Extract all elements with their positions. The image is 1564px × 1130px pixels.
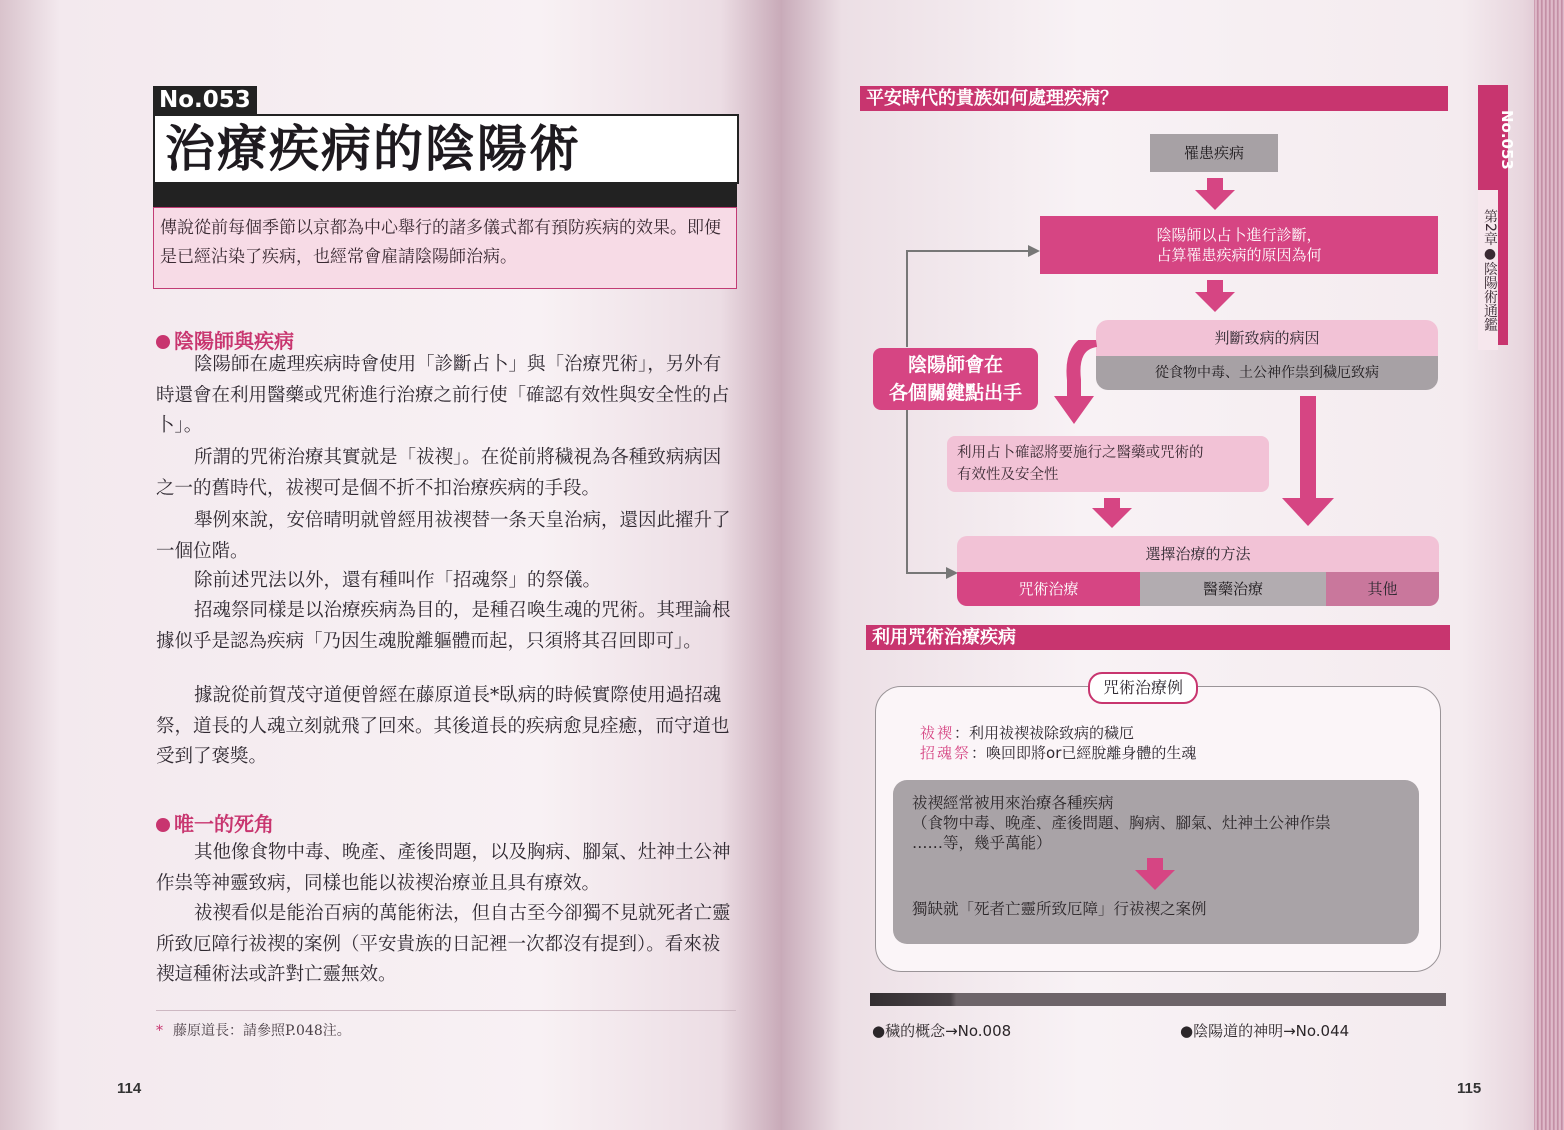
section-title-2: 利用咒術治療疾病 xyxy=(866,625,1450,650)
footnote: * 藤原道長：請參照P.048注。 xyxy=(156,1023,351,1039)
flow-options xyxy=(957,572,1439,606)
bullet-dot-icon xyxy=(156,335,170,349)
flow-diagnose-box: 陰陽師以占卜進行診斷， 占算罹患疾病的原因為何 xyxy=(1040,216,1438,274)
option-other: 其他 xyxy=(1326,572,1439,606)
paragraph: 陰陽師在處理疾病時會使用「診斷占卜」與「治療咒術」，另外有時還會在利用醫藥或咒術進行治療之前行使「確認有效性與安全性的占卜」。 xyxy=(156,354,730,436)
flow-confirm-box: 利用占卜確認將要施行之醫藥或咒術的 有效性及安全性 xyxy=(947,436,1269,492)
feedback-line xyxy=(906,250,908,347)
footnote-divider xyxy=(156,1010,736,1011)
inner-text: ……等，幾乎萬能） xyxy=(912,834,1052,852)
term-row: 祓禊：利用祓禊祓除致病的穢厄 xyxy=(920,724,1135,742)
flow-choose-title: 選擇治療的方法 xyxy=(957,536,1439,572)
paragraph: 祓禊看似是能治百病的萬能術法，但自古至今卻獨不見就死者亡靈所致厄障行祓禊的案例（平安貴族的日記裡一次都沒有提到）。看來祓禊這種術法或許對亡靈無效。 xyxy=(156,903,731,985)
paragraph: 所謂的咒術治療其實就是「祓禊」。在從前將穢視為各種致病病因之一的舊時代，祓禊可是個不折不扣治療疾病的手段。 xyxy=(156,447,722,499)
flow-judge-box xyxy=(1096,320,1438,390)
down-arrow-icon xyxy=(1195,178,1235,210)
down-arrow-icon xyxy=(1092,498,1132,528)
inner-text: 祓禊經常被用來治療各種疾病 xyxy=(912,794,1114,812)
long-down-arrow-icon xyxy=(1282,396,1334,528)
paragraph: 舉例來說，安倍晴明就曾經用祓禊替一条天皇治病，還因此擢升了一個位階。 xyxy=(156,510,731,562)
feedback-line xyxy=(906,410,908,574)
flow-judge-sub: 從食物中毒、土公神作祟到穢厄致病 xyxy=(1096,356,1438,390)
down-arrow-icon xyxy=(1195,280,1235,312)
entry-number-tag: No.053 xyxy=(153,86,257,114)
feedback-line xyxy=(906,250,1030,252)
inner-text: （食物中毒、晚產、產後問題、胸病、腳氣、灶神土公神作祟 xyxy=(912,814,1331,832)
section-heading-1: 陰陽師與疾病 xyxy=(156,325,294,354)
paragraph: 招魂祭同樣是以治療疾病為目的，是種召喚生魂的咒術。其理論根據似乎是認為疾病「乃因生魂脫離軀體而起，只須將其召回即可」。 xyxy=(156,600,731,652)
paragraph: 除前述咒法以外，還有種叫作「招魂祭」的祭儀。 xyxy=(194,570,602,591)
section-heading-2: 唯一的死角 xyxy=(156,808,274,837)
term-row: 招魂祭：喚回即將or已經脫離身體的生魂 xyxy=(920,744,1197,762)
title-underbar xyxy=(153,182,737,207)
side-chapter: 第2章●陰陽術通鑑 xyxy=(1478,190,1498,350)
paragraph: 其他像食物中毒、晚產、產後問題，以及胸病、腳氣、灶神土公神作祟等神靈致病，同樣也能以祓禊治療並且具有療效。 xyxy=(156,842,731,894)
flow-judge-title: 判斷致病的病因 xyxy=(1096,320,1438,356)
xref-link[interactable]: ●陰陽道的神明→No.044 xyxy=(1180,1022,1350,1040)
section-title-1: 平安時代的貴族如何處理疾病？ xyxy=(860,86,1448,111)
page-number-right: 115 xyxy=(1457,1080,1482,1097)
spell-examples-tag: 咒術治療例 xyxy=(1088,672,1198,704)
page-number-left: 114 xyxy=(117,1080,142,1097)
flow-callout: 陰陽師會在 各個關鍵點出手 xyxy=(873,348,1038,410)
down-arrow-icon xyxy=(1135,858,1175,890)
page-title: 治療疾病的陰陽術 xyxy=(165,120,581,178)
side-no: No.053 xyxy=(1498,110,1516,170)
lead-summary: 傳說從前每個季節以京都為中心舉行的諸多儀式都有預防疾病的效果。即便是已經沾染了疾病，也經常會雇請陰陽師治病。 xyxy=(153,207,737,289)
option-spell: 咒術治療 xyxy=(957,572,1140,606)
curved-arrow-icon xyxy=(1040,340,1110,440)
inner-result: 獨缺就「死者亡靈所致厄障」行祓禊之案例 xyxy=(912,900,1207,918)
page-edge xyxy=(1534,0,1564,1130)
flow-choose-box xyxy=(957,536,1439,606)
title-box xyxy=(153,114,739,184)
xref-link[interactable]: ●穢的概念→No.008 xyxy=(872,1022,1012,1040)
option-medicine: 醫藥治療 xyxy=(1140,572,1326,606)
arrowhead-icon xyxy=(1028,245,1040,257)
feedback-line xyxy=(906,572,948,574)
paragraph: 據說從前賀茂守道便曾經在藤原道長*臥病的時候實際使用過招魂祭，道長的人魂立刻就飛了回來。其後道長的疾病愈見痊癒，而守道也受到了褒獎。 xyxy=(156,685,730,767)
flow-start-box: 罹患疾病 xyxy=(1150,134,1278,172)
related-bar xyxy=(870,993,1446,1006)
bullet-dot-icon xyxy=(156,818,170,832)
